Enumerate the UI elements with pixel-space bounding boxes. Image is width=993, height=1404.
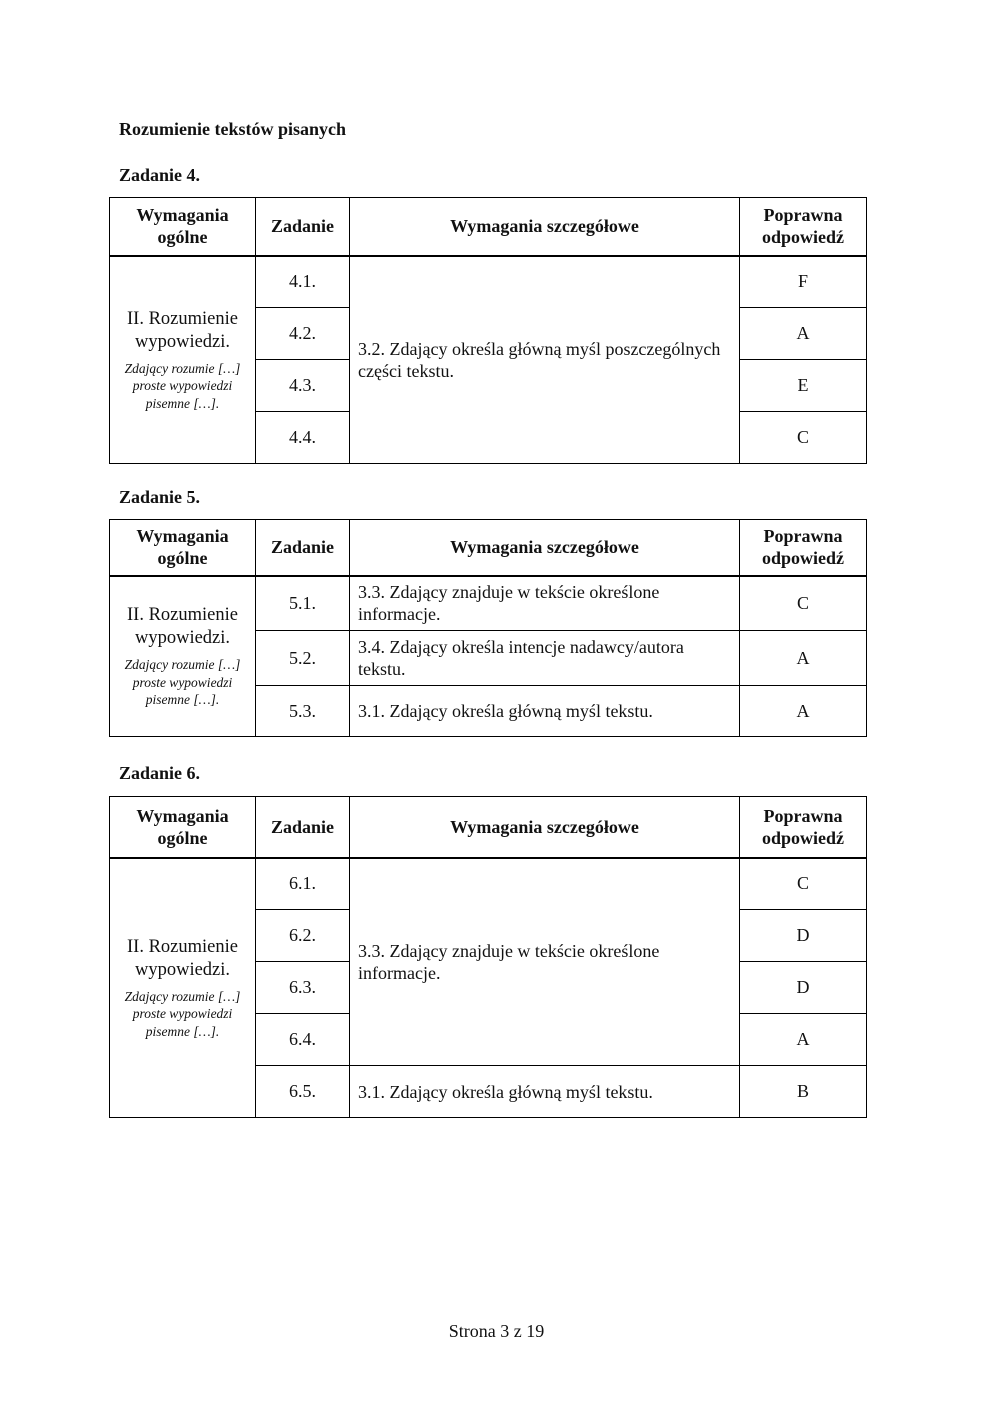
task-number: 4.1. [256,256,350,308]
answer: A [740,308,867,360]
task-number: 4.2. [256,308,350,360]
answer: C [740,858,867,910]
general-requirement-cell [110,576,256,737]
page-number: Strona 3 z 19 [448,1321,545,1341]
general-requirement-title: II. Rozumienie wypowiedzi. [127,308,238,352]
task6-table [109,796,867,1118]
header-task: Zadanie [256,797,350,858]
answer: F [740,256,867,308]
section-title: Rozumienie tekstów pisanych [119,119,347,139]
general-requirement-description: Zdający rozumie […] proste wypowiedzi pisemne […]. [124,988,241,1039]
header-general: Wymagania ogólne [110,520,256,576]
answer: A [740,1014,867,1066]
task-number: 6.1. [256,858,350,910]
general-requirement-title: II. Rozumienie wypowiedzi. [127,936,238,980]
task6-title: Zadanie 6. [119,763,201,783]
header-answer: Poprawna odpowiedź [740,198,867,256]
specific-requirement: 3.1. Zdający określa główną myśl tekstu. [350,1066,740,1118]
specific-requirement: 3.3. Zdający znajduje w tekście określone informacje. [350,576,740,631]
general-requirement-description: Zdający rozumie […] proste wypowiedzi pisemne […]. [124,360,241,411]
answer: C [740,412,867,464]
header-answer: Poprawna odpowiedź [740,520,867,576]
task-number: 5.2. [256,631,350,686]
task4-table [109,197,867,464]
header-specific: Wymagania szczegółowe [350,797,740,858]
task-number: 4.3. [256,360,350,412]
general-requirement-description: Zdający rozumie […] proste wypowiedzi pisemne […]. [124,657,241,707]
table-row [110,256,867,308]
table-row [110,576,867,631]
general-requirement-cell [110,858,256,1118]
header-task: Zadanie [256,520,350,576]
header-specific: Wymagania szczegółowe [350,520,740,576]
header-task: Zadanie [256,198,350,256]
answer: E [740,360,867,412]
header-general: Wymagania ogólne [110,198,256,256]
task-number: 6.2. [256,910,350,962]
task4-title: Zadanie 4. [119,165,201,185]
task-number: 6.4. [256,1014,350,1066]
answer: D [740,910,867,962]
task-number: 5.1. [256,576,350,631]
header-general: Wymagania ogólne [110,797,256,858]
answer: C [740,576,867,631]
task-number: 6.5. [256,1066,350,1118]
task5-table [109,519,867,737]
task-number: 6.3. [256,962,350,1014]
table-row [110,858,867,910]
table-header-row [110,520,867,576]
task-number: 5.3. [256,686,350,737]
table-header-row [110,797,867,858]
table-header-row [110,198,867,256]
answer: D [740,962,867,1014]
specific-requirement: 3.2. Zdający określa główną myśl poszczególnych części tekstu. [350,256,740,464]
general-requirement-cell [110,256,256,464]
task5-title: Zadanie 5. [119,487,201,507]
answer: A [740,686,867,737]
specific-requirement: 3.4. Zdający określa intencje nadawcy/autora tekstu. [350,631,740,686]
task-number: 4.4. [256,412,350,464]
general-requirement-title: II. Rozumienie wypowiedzi. [127,605,238,648]
answer: A [740,631,867,686]
header-answer: Poprawna odpowiedź [740,797,867,858]
specific-requirement: 3.1. Zdający określa główną myśl tekstu. [350,686,740,737]
answer: B [740,1066,867,1118]
header-specific: Wymagania szczegółowe [350,198,740,256]
specific-requirement: 3.3. Zdający znajduje w tekście określone informacje. [350,858,740,1066]
